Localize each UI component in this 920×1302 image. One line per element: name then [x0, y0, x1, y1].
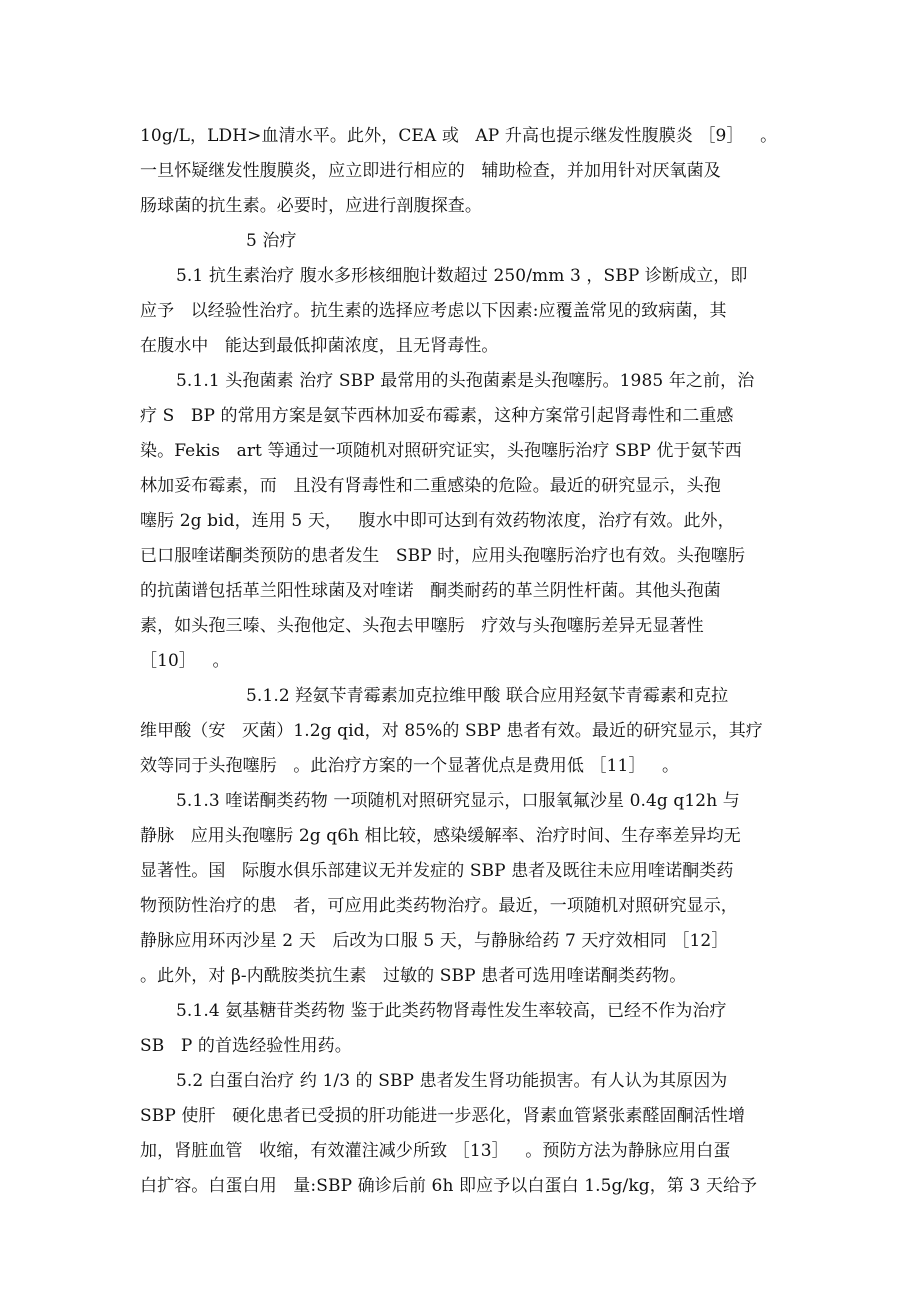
text-line: 一旦怀疑继发性腹膜炎，应立即进行相应的 辅助检查，并加用针对厌氧菌及: [140, 161, 721, 181]
text-line: 的抗菌谱包括革兰阳性球菌及对喹诺 酮类耐药的革兰阴性杆菌。其他头孢菌: [140, 581, 721, 601]
text-line: 应予 以经验性治疗。抗生素的选择应考虑以下因素:应覆盖常见的致病菌，其: [140, 301, 727, 321]
text-line: 加，肾脏血管 收缩，有效灌注减少所致 ［13］ 。预防方法为静脉应用白蛋: [140, 1141, 731, 1161]
text-line: 效等同于头孢噻肟 。此治疗方案的一个显著优点是费用低 ［11］ 。: [140, 756, 680, 776]
text-line: 白扩容。白蛋白用 量:SBP 确诊后前 6h 即应予以白蛋白 1.5g/kg，第 3 天给予: [140, 1176, 758, 1196]
text-line: 物预防性治疗的患 者，可应用此类药物治疗。最近，一项随机对照研究显示，: [140, 896, 738, 916]
text-line: 染。Fekis art 等通过一项随机对照研究证实，头孢噻肟治疗 SBP 优于氨苄西: [140, 441, 742, 461]
text-line: 肠球菌的抗生素。必要时，应进行剖腹探查。: [140, 196, 482, 216]
text-line: 静脉 应用头孢噻肟 2g q6h 相比较，感染缓解率、治疗时间、生存率差异均无: [140, 826, 741, 846]
section-heading: 5 治疗: [246, 231, 297, 251]
text-line: 林加妥布霉素，而 且没有肾毒性和二重感染的危险。最近的研究显示，头孢: [140, 476, 721, 496]
text-line: 5.1.2 羟氨苄青霉素加克拉维甲酸 联合应用羟氨苄青霉素和克拉: [246, 686, 729, 706]
text-line: 。此外，对 β-内酰胺类抗生素 过敏的 SBP 患者可选用喹诺酮类药物。: [140, 966, 687, 986]
text-line: 在腹水中 能达到最低抑菌浓度，且无肾毒性。: [140, 336, 499, 356]
text-line: 噻肟 2g bid，连用 5 天， 腹水中即可达到有效药物浓度，治疗有效。此外，: [140, 511, 735, 531]
text-line: 已口服喹诺酮类预防的患者发生 SBP 时，应用头孢噻肟治疗也有效。头孢噻肟: [140, 546, 746, 566]
text-line: SB P 的首选经验性用药。: [140, 1036, 352, 1056]
text-line: 10g/L，LDH>血清水平。此外，CEA 或 AP 升高也提示继发性腹膜炎 ［9］ 。: [140, 126, 778, 146]
text-line: SBP 使肝 硬化患者已受损的肝功能进一步恶化，肾素血管紧张素醛固酮活性增: [140, 1106, 746, 1126]
text-line: 维甲酸（安 灭菌）1.2g qid，对 85%的 SBP 患者有效。最近的研究显示，其疗: [140, 721, 763, 741]
text-line: 5.1.3 喹诺酮类药物 一项随机对照研究显示，口服氧氟沙星 0.4g q12h 与: [176, 791, 740, 811]
text-line: 5.1 抗生素治疗 腹水多形核细胞计数超过 250/mm 3 ，SBP 诊断成立，即: [176, 266, 748, 286]
text-line: 5.2 白蛋白治疗 约 1/3 的 SBP 患者发生肾功能损害。有人认为其原因为: [176, 1071, 728, 1091]
text-line: 5.1.1 头孢菌素 治疗 SBP 最常用的头孢菌素是头孢噻肟。1985 年之前，治: [176, 371, 755, 391]
text-line: 静脉应用环丙沙星 2 天 后改为口服 5 天，与静脉给药 7 天疗效相同 ［12］: [140, 931, 729, 951]
text-line: 显著性。国 际腹水俱乐部建议无并发症的 SBP 患者及既往未应用喹诺酮类药: [140, 861, 734, 881]
text-line: 疗 S BP 的常用方案是氨苄西林加妥布霉素，这种方案常引起肾毒性和二重感: [140, 406, 734, 426]
text-line: 素，如头孢三嗪、头孢他定、头孢去甲噻肟 疗效与头孢噻肟差异无显著性: [140, 616, 704, 636]
text-line: ［10］ 。: [140, 651, 230, 671]
text-line: 5.1.4 氨基糖苷类药物 鉴于此类药物肾毒性发生率较高，已经不作为治疗: [176, 1001, 727, 1021]
